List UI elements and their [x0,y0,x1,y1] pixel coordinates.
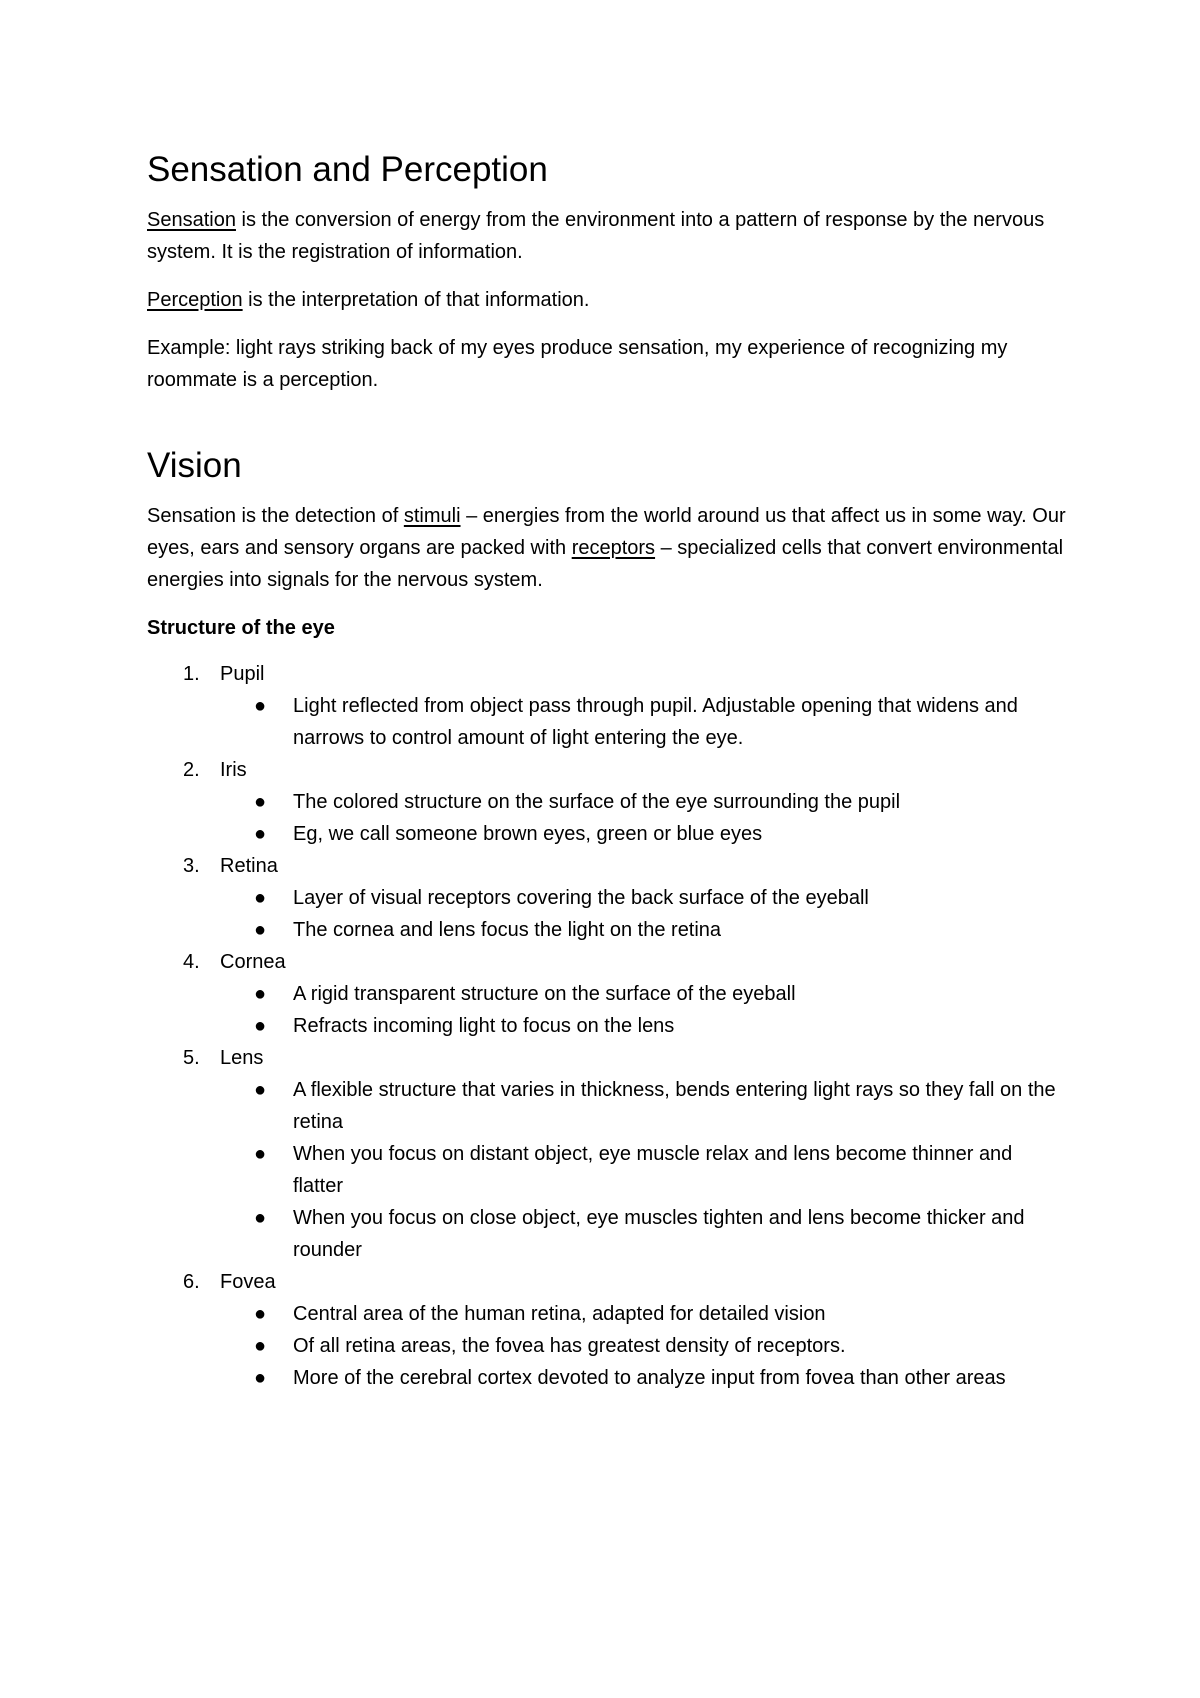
bullet-icon: ● [254,823,267,845]
term-stimuli: stimuli [403,505,461,527]
list-item-retina [147,850,1067,946]
bullet-icon: ● [254,1015,267,1037]
bullet-text: A rigid transparent structure on the surface of the eyeball [293,983,796,1005]
bullet-list [220,978,1067,1042]
bullet-icon: ● [254,919,267,941]
section-title-vision: Vision [147,446,242,485]
paragraph-example: Example: light rays striking back of my eyes produce sensation, my experience of recognizing my roommate is a perception. [147,337,1008,391]
paragraph-sensation-definition [147,204,1067,268]
bullet-text: Refracts incoming light to focus on the lens [293,1015,675,1037]
bullet-text: When you focus on close object, eye muscles tighten and lens become thicker and rounder [293,1207,1025,1261]
bullet-list [220,690,1067,754]
term-perception: Perception [147,289,243,311]
bullet-text: Of all retina areas, the fovea has greatest density of receptors. [293,1335,846,1357]
bullet-text: Layer of visual receptors covering the back surface of the eyeball [293,887,869,909]
bullet-item [220,978,1067,1010]
bullet-icon: ● [254,1079,267,1101]
list-number: 3. [183,855,200,877]
list-item-name: Iris [220,759,247,781]
list-item-cornea [147,946,1067,1042]
bullet-item [220,690,1067,754]
list-item-name: Pupil [220,663,265,685]
term-sensation: Sensation [147,209,236,231]
paragraph-text: – specialized cells that convert environmental energies into signals for the nervous system. [147,537,1064,591]
paragraph-text: is the conversion of energy from the environment into a pattern of response by the nervous system. It is the registration of information. [147,209,1045,263]
bullet-item [220,818,1067,850]
paragraph-text: is the interpretation of that information. [242,289,590,311]
list-item-name: Fovea [220,1271,276,1293]
bullet-item [220,1074,1067,1138]
subheading-structure-of-eye: Structure of the eye [147,617,335,639]
bullet-icon: ● [254,695,267,717]
eye-structure-list [147,658,1067,1394]
paragraph-text: Sensation is the detection of [147,505,404,527]
bullet-icon: ● [254,887,267,909]
bullet-item [220,1010,1067,1042]
bullet-text: The colored structure on the surface of the eye surrounding the pupil [293,791,901,813]
bullet-text: Central area of the human retina, adapted for detailed vision [293,1303,826,1325]
bullet-item [220,882,1067,914]
bullet-icon: ● [254,1335,267,1357]
bullet-item [220,1138,1067,1202]
bullet-icon: ● [254,1207,267,1229]
paragraph-vision-intro [147,500,1067,596]
list-number: 5. [183,1047,200,1069]
bullet-icon: ● [254,1143,267,1165]
bullet-icon: ● [254,1367,267,1389]
list-item-fovea [147,1266,1067,1394]
bullet-list [220,1298,1067,1394]
bullet-list [220,786,1067,850]
bullet-icon: ● [254,983,267,1005]
list-item-iris [147,754,1067,850]
bullet-item [220,786,1067,818]
list-item-pupil [147,658,1067,754]
list-item-name: Cornea [220,951,286,973]
list-number: 1. [183,663,200,685]
list-number: 6. [183,1271,200,1293]
term-receptors: receptors [571,537,656,559]
bullet-text: A flexible structure that varies in thickness, bends entering light rays so they fall on the retina [293,1079,1056,1133]
bullet-text: Eg, we call someone brown eyes, green or blue eyes [293,823,763,845]
bullet-item [220,1330,1067,1362]
bullet-item [220,914,1067,946]
section-title-sensation-perception: Sensation and Perception [147,150,548,189]
list-item-name: Lens [220,1047,264,1069]
bullet-text: Light reflected from object pass through pupil. Adjustable opening that widens and narrows to control amount of light entering the eye. [293,695,1018,749]
bullet-item [220,1362,1067,1394]
bullet-item [220,1202,1067,1266]
paragraph-perception-definition [147,284,1067,316]
bullet-icon: ● [254,1303,267,1325]
bullet-text: When you focus on distant object, eye muscle relax and lens become thinner and flatter [293,1143,1013,1197]
document-page [147,148,1067,1394]
list-number: 2. [183,759,200,781]
paragraph-text: – energies from the world around us that affect us in some way. Our eyes, ears and sensory organs are packed with [147,505,1066,559]
bullet-item [220,1298,1067,1330]
list-item-name: Retina [220,855,278,877]
list-number: 4. [183,951,200,973]
list-item-lens [147,1042,1067,1266]
bullet-text: More of the cerebral cortex devoted to analyze input from fovea than other areas [293,1367,1006,1389]
bullet-icon: ● [254,791,267,813]
bullet-list [220,882,1067,946]
bullet-list [220,1074,1067,1266]
bullet-text: The cornea and lens focus the light on the retina [293,919,722,941]
